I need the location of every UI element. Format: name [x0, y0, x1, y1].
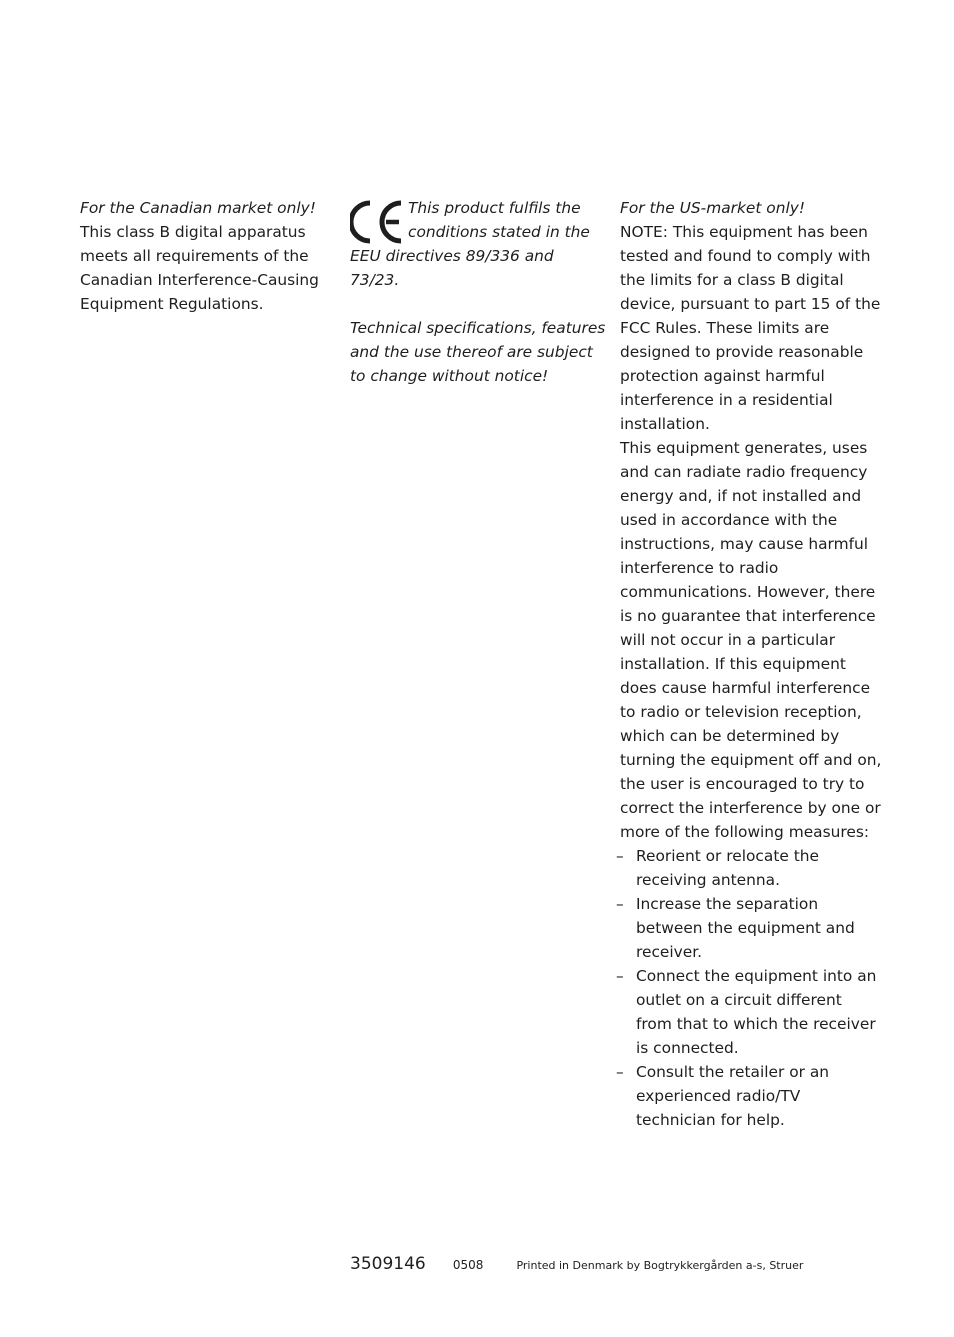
canadian-heading: For the Canadian market only! — [80, 199, 316, 217]
us-notice-column — [616, 196, 882, 1132]
list-item — [616, 844, 882, 892]
dash-bullet: – — [616, 967, 624, 985]
dash-bullet: – — [616, 1063, 624, 1081]
print-code: 0508 — [452, 1258, 484, 1272]
canadian-body: This class B digital apparatus meets all requirements of the Canadian Interference-Causing Equipment Regulations. — [80, 223, 319, 313]
list-item — [616, 1060, 882, 1132]
fcc-note: NOTE: This equipment has been tested and found to comply with the limits for a class B digital device, pursuant to part 15 of the FCC Rules. These limits are designed to provide reasonable protection against harmful interference in a residential installation. — [620, 223, 881, 433]
measures-list — [616, 844, 882, 1132]
fcc-paragraph: This equipment generates, uses and can radiate radio frequency energy and, if not installed and used in accordance with the instructions, may cause harmful interference to radio communications. However, there is no guarantee that interference will not occur in a particular installation. If this equipment does cause harmful interference to radio or television reception, which can be determined by turning the equipment off and on, the user is encouraged to try to correct the interference by one or more of the following measures: — [620, 439, 882, 841]
us-heading: For the US-market only! — [620, 199, 806, 217]
ce-mark-icon — [350, 200, 406, 244]
measure-text: Reorient or relocate the receiving antenna. — [636, 847, 819, 889]
list-item — [616, 964, 882, 1060]
printer-credit: Printed in Denmark by Bogtrykkergården a-s, Struer — [516, 1259, 804, 1272]
measure-text: Consult the retailer or an experienced radio/TV technician for help. — [636, 1063, 830, 1129]
specification-notice: Technical specifications, features and the use thereof are subject to change without notice! — [350, 319, 606, 385]
document-number: 3509146 — [350, 1254, 426, 1274]
measure-text: Increase the separation between the equipment and receiver. — [636, 895, 855, 961]
measure-text: Connect the equipment into an outlet on a circuit different from that to which the receiver is connected. — [636, 967, 877, 1057]
list-item — [616, 892, 882, 964]
ce-notice-column — [350, 196, 606, 388]
dash-bullet: – — [616, 895, 624, 913]
dash-bullet: – — [616, 847, 624, 865]
footer — [350, 1254, 803, 1274]
ce-statement: This product fulfils the conditions stated in the EEU directives 89/336 and 73/23. — [350, 199, 590, 289]
canadian-notice-column — [80, 196, 342, 316]
